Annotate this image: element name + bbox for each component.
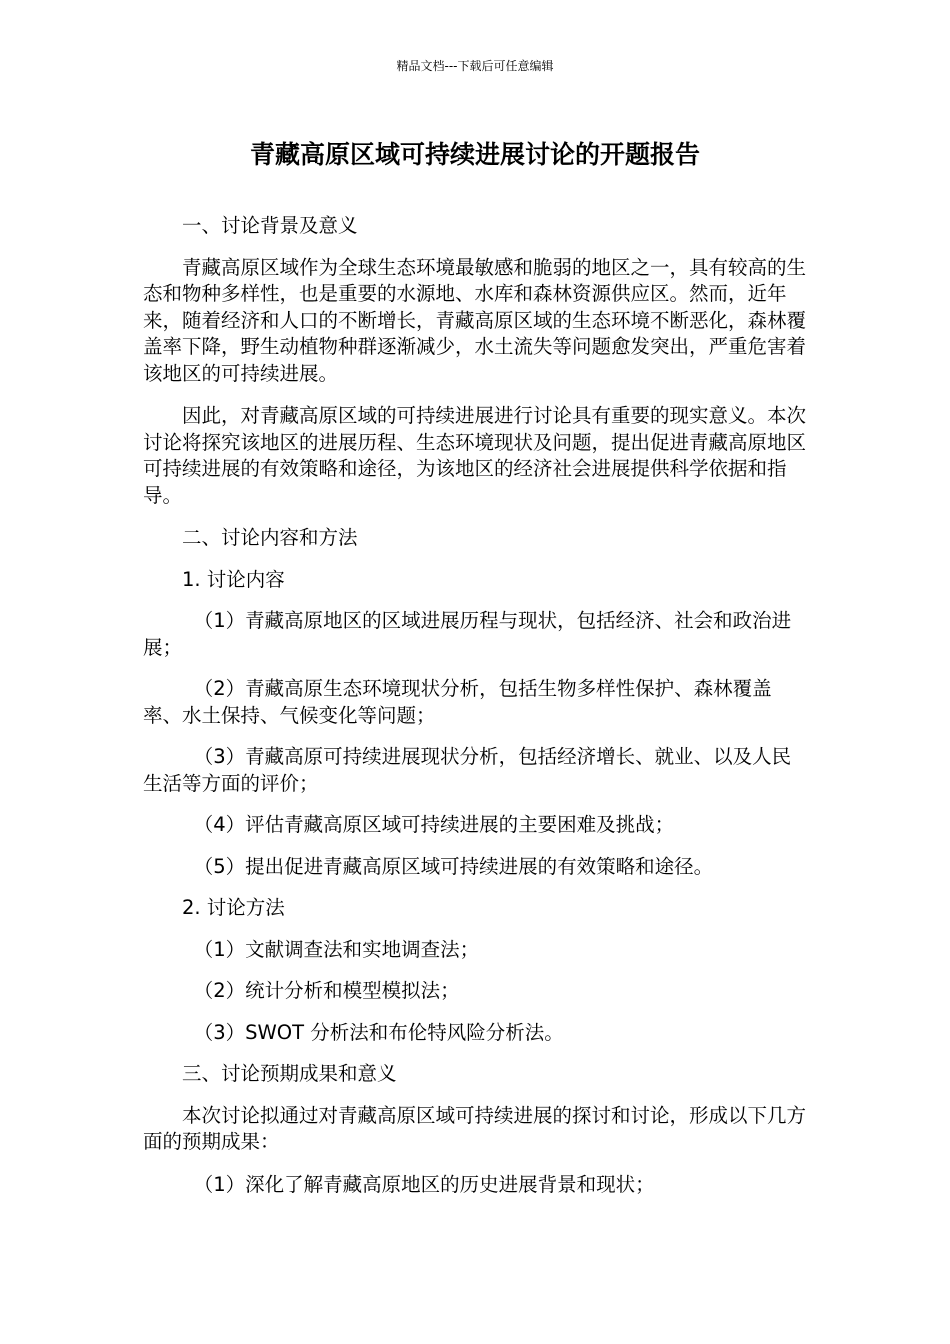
- list-item-content-3: （3）青藏高原可持续进展现状分析，包括经济增长、就业、以及人民生活等方面的评价；: [143, 745, 792, 795]
- list-item-content-5: （5）提出促进青藏高原区域可持续进展的有效策略和途径。: [193, 854, 714, 878]
- list-item-method-2: （2）统计分析和模型模拟法；: [193, 979, 460, 1002]
- section-heading-background: 一、讨论背景及意义: [182, 214, 358, 237]
- list-item-method-1: （1）文献调查法和实地调查法；: [193, 937, 480, 961]
- list-item-content-2: （2）青藏高原生态环境现状分析，包括生物多样性保护、森林覆盖率、水土保持、气候变化等问题；: [143, 677, 772, 727]
- paragraph-background-1: 青藏高原区域作为全球生态环境最敏感和脆弱的地区之一，具有较高的生态和物种多样性，也是重要的水源地、水库和森林资源供应区。然而，近年来，随着经济和人口的不断增长，青藏高原区域的生态环境不断恶化，森林覆盖率下降，野生动植物种群逐渐减少，水土流失等问题愈发突出，严重危害着该地区的可持续进展。: [143, 255, 807, 385]
- section-heading-content-methods: 二、讨论内容和方法: [182, 526, 358, 549]
- section-heading-outcomes: 三、讨论预期成果和意义: [182, 1062, 397, 1085]
- subheading-content: 1. 讨论内容: [182, 567, 285, 591]
- subheading-methods: 2. 讨论方法: [182, 896, 285, 919]
- list-item-outcome-1: （1）深化了解青藏高原地区的历史进展背景和现状；: [193, 1172, 655, 1196]
- document-title: 青藏高原区域可持续进展讨论的开题报告: [249, 140, 700, 169]
- list-item-method-3: （3）SWOT 分析法和布伦特风险分析法。: [193, 1020, 564, 1044]
- list-item-content-4: （4）评估青藏高原区域可持续进展的主要困难及挑战；: [193, 813, 675, 836]
- page-header-note: 精品文档---下载后可任意编辑: [396, 59, 554, 73]
- paragraph-outcomes-intro: 本次讨论拟通过对青藏高原区域可持续进展的探讨和讨论，形成以下几方面的预期成果：: [143, 1103, 807, 1153]
- document-body: [143, 213, 808, 1213]
- paragraph-background-2: 因此，对青藏高原区域的可持续进展进行讨论具有重要的现实意义。本次讨论将探究该地区的进展历程、生态环境现状及问题，提出促进青藏高原地区可持续进展的有效策略和途径，为该地区的经济社会进展提供科学依据和指导。: [143, 404, 807, 507]
- list-item-content-1: （1）青藏高原地区的区域进展历程与现状，包括经济、社会和政治进展；: [143, 609, 792, 659]
